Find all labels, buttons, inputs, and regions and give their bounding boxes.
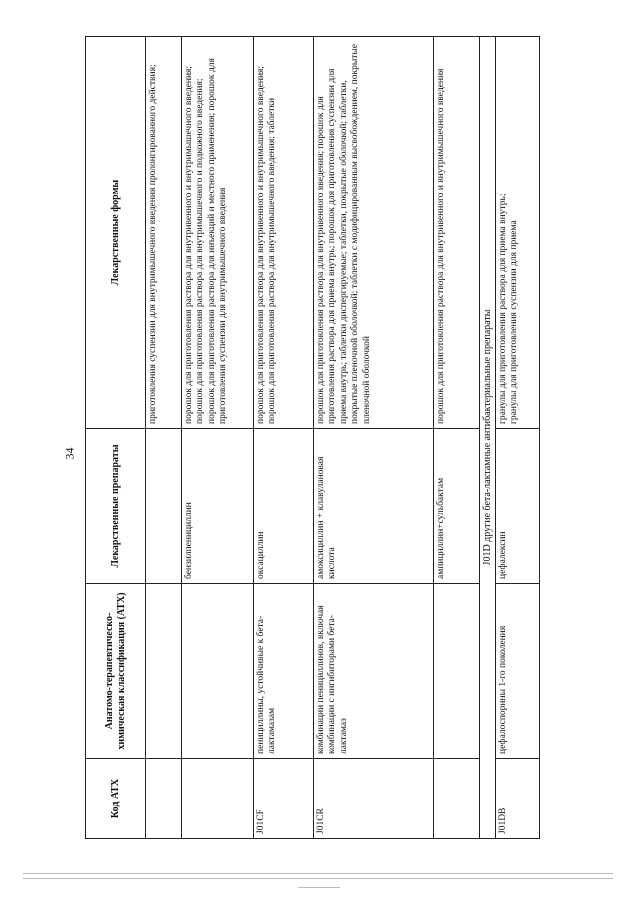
cell-classification: комбинации пенициллинов, включая комбинации с ингибиторами бета-лактамаз bbox=[314, 584, 434, 759]
cell-code: J01DB bbox=[496, 759, 540, 839]
cell-code bbox=[434, 759, 480, 839]
cell-forms: приготовления суспензии для внутримышечного введения пролонгированного действия; bbox=[146, 37, 182, 429]
table-row bbox=[182, 37, 254, 839]
cell-code: J01CF bbox=[254, 759, 314, 839]
cell-classification bbox=[434, 584, 480, 759]
page-number: 34 bbox=[62, 447, 77, 460]
drug-table bbox=[85, 36, 540, 839]
cell-forms: порошок для приготовления раствора для внутривенного и внутримышечного введения; порошок для приготовления раствора для внутримышечного введения; таблетки bbox=[254, 37, 314, 429]
form-line: гранулы для приготовления суспензии для приема bbox=[509, 220, 520, 424]
header-code: Код АТХ bbox=[86, 759, 146, 839]
section-row bbox=[480, 37, 496, 839]
header-drugs: Лекарственные препараты bbox=[86, 429, 146, 584]
table-row bbox=[496, 37, 540, 839]
cell-classification bbox=[182, 584, 254, 759]
cell-forms: порошок для приготовления раствора для внутривенного и внутримышечного введения bbox=[434, 37, 480, 429]
cell-classification: цефалоспорины 1-го поколения bbox=[496, 584, 540, 759]
cell-code: J01CR bbox=[314, 759, 434, 839]
cell-code bbox=[182, 759, 254, 839]
cell-classification: пенициллины, устойчивые к бета-лактамазам bbox=[254, 584, 314, 759]
rotated-table-container bbox=[85, 37, 587, 839]
form-line: гранулы для приготовления раствора для приема внутрь; bbox=[498, 193, 508, 424]
table-row bbox=[146, 37, 182, 839]
section-heading: J01D другие бета-лактамные антибактериальные препараты bbox=[480, 37, 496, 839]
footer-rule-short bbox=[298, 887, 340, 888]
table-header-row bbox=[86, 37, 146, 839]
cell-classification bbox=[146, 584, 182, 759]
header-classification: Анатомо-терапевтическо-химическая классификация (АТХ) bbox=[86, 584, 146, 759]
cell-drug: амоксициллин + клавулановая кислота bbox=[314, 429, 434, 584]
header-forms: Лекарственные формы bbox=[86, 37, 146, 429]
table-row bbox=[434, 37, 480, 839]
cell-drug: оксациллин bbox=[254, 429, 314, 584]
cell-forms: порошок для приготовления раствора для внутривенного введения; порошок для приготовления раствора для приема внутрь; порошок для приготовления суспензии для приема внутрь; таблетки диспергируемые; таблетки, покрытые оболочкой; таблетки, покрытые пленочной оболочкой; таблетки с модифицированным высвобождением, покрытые пленочной оболочкой bbox=[314, 37, 434, 429]
cell-forms: порошок для приготовления раствора для внутривенного и внутримышечного введения; порошок для приготовления раствора для внутримышечного и подкожного введения; порошок для приготовления раствора для инъекций и местного применения; порошок для приготовления суспензии для внутримышечного введения bbox=[182, 37, 254, 429]
cell-code bbox=[146, 759, 182, 839]
cell-drug bbox=[146, 429, 182, 584]
cell-forms bbox=[496, 37, 540, 429]
table-row bbox=[254, 37, 314, 839]
cell-drug: бензилпенициллин bbox=[182, 429, 254, 584]
cell-drug: ампициллин+сульбактам bbox=[434, 429, 480, 584]
table-row bbox=[314, 37, 434, 839]
footer-rule bbox=[23, 878, 613, 879]
footer-rule bbox=[23, 873, 613, 874]
cell-drug: цефалексин bbox=[496, 429, 540, 584]
